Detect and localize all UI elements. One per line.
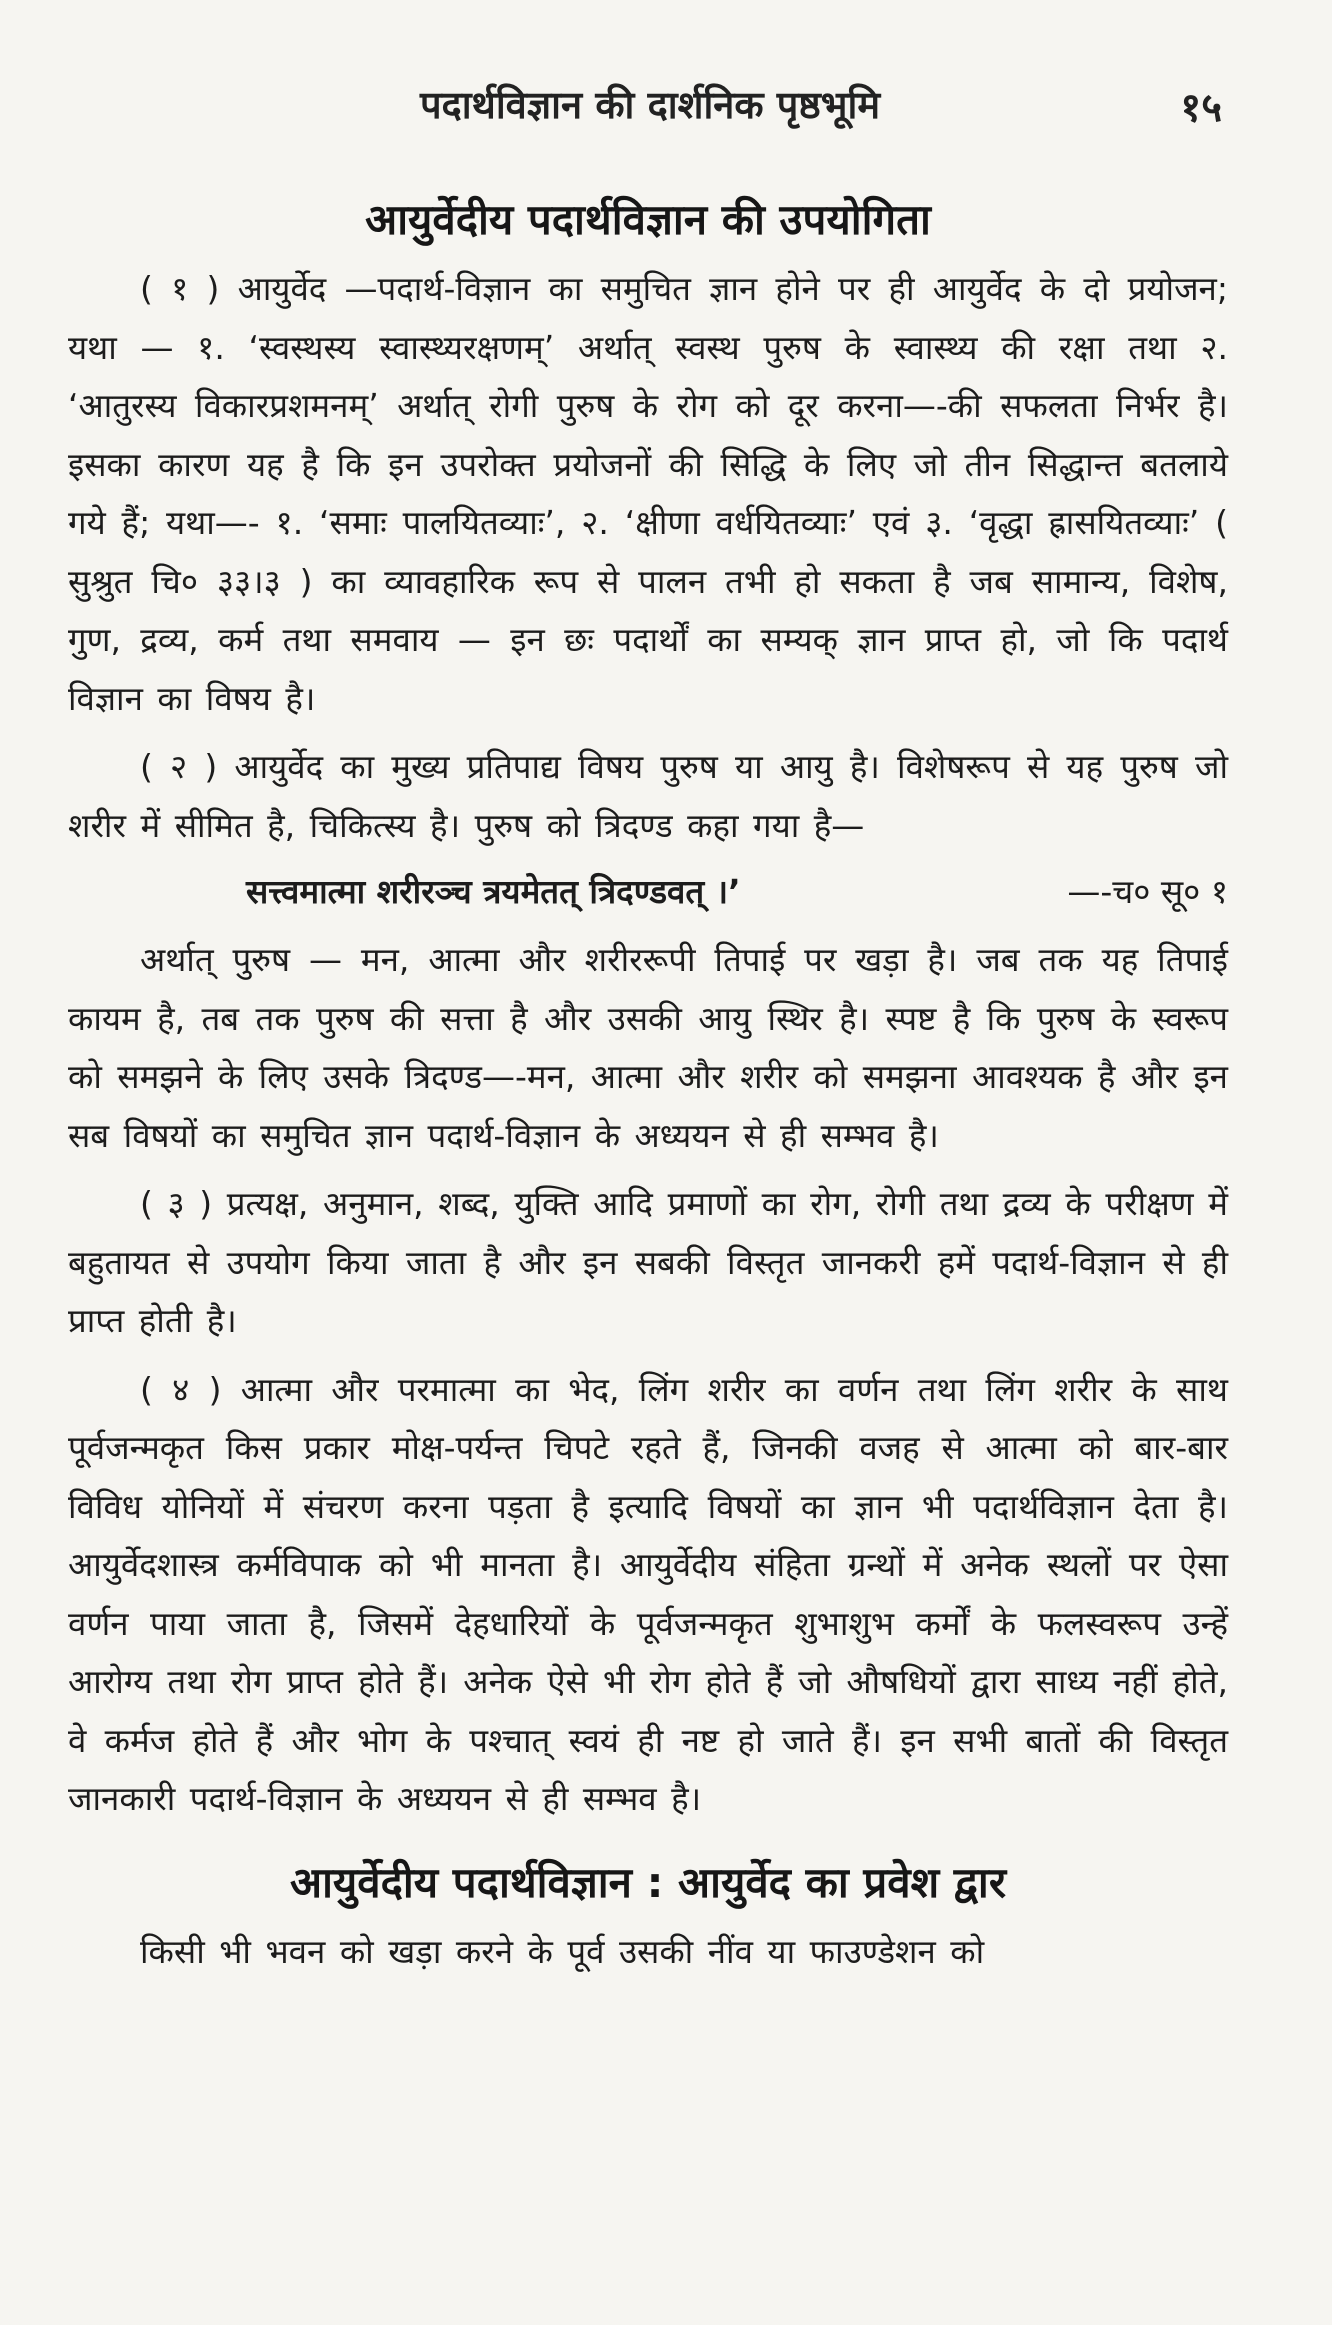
paragraph-6: किसी भी भवन को खड़ा करने के पूर्व उसकी नींव या फाउण्डेशन को	[140, 1931, 985, 1971]
verse-text: सत्त्वमात्मा शरीरञ्च त्रयमेतत् त्रिदण्डवत् ।’	[246, 872, 741, 911]
verse-quote	[68, 863, 1228, 921]
section-heading-2: आयुर्वेदीय पदार्थविज्ञान : आयुर्वेद का प्रवेश द्वार	[289, 1857, 1006, 1907]
section-heading: आयुर्वेदीय पदार्थविज्ञान की उपयोगिता	[365, 195, 931, 244]
page-number: १५	[1180, 85, 1222, 131]
verse-source: —-च० सू० १	[1067, 872, 1228, 911]
paragraph-3: अर्थात् पुरुष — मन, आत्मा और शरीररूपी तिपाई पर खड़ा है। जब तक यह तिपाई कायम है, तब तक पुरुष की सत्ता है और उसकी आयु स्थिर है। स्पष्ट है कि पुरुष के स्वरूप को समझने के लिए उसके त्रिदण्ड—-मन, आत्मा और शरीर को समझना आवश्यक है और इन सब विषयों का समुचित ज्ञान पदार्थ-विज्ञान के अध्ययन से ही सम्भव है।	[68, 940, 1228, 1155]
paragraph-5: ( ४ ) आत्मा और परमात्मा का भेद, लिंग शरीर का वर्णन तथा लिंग शरीर के साथ पूर्वजन्मकृत किस प्रकार मोक्ष-पर्यन्त चिपटे रहते हैं, जिनकी वजह से आत्मा को बार-बार विविध योनियों में संचरण करना पड़ता है इत्यादि विषयों का ज्ञान भी पदार्थविज्ञान देता है। आयुर्वेदशास्त्र कर्मविपाक को भी मानता है। आयुर्वेदीय संहिता ग्रन्थों में अनेक स्थलों पर ऐसा वर्णन पाया जाता है, जिसमें देहधारियों के पूर्वजन्मकृत शुभाशुभ कर्मों के फलस्वरूप उन्हें आरोग्य तथा रोग प्राप्त होते हैं। अनेक ऐसे भी रोग होते हैं जो औषधियों द्वारा साध्य नहीं होते, वे कर्मज होते हैं और भोग के पश्चात् स्वयं ही नष्ट हो जाते हैं। इन सभी बातों की विस्तृत जानकारी पदार्थ-विज्ञान के अध्ययन से ही सम्भव है।	[68, 1369, 1228, 1818]
page-header	[0, 78, 1332, 138]
paragraph-2: ( २ ) आयुर्वेद का मुख्य प्रतिपाद्य विषय पुरुष या आयु है। विशेषरूप से यह पुरुष जो शरीर में सीमित है, चिकित्स्य है। पुरुष को त्रिदण्ड कहा गया है—	[68, 747, 1228, 845]
running-title: पदार्थविज्ञान की दार्शनिक पृष्ठभूमि	[419, 83, 881, 127]
paragraph-1: ( १ ) आयुर्वेद —पदार्थ-विज्ञान का समुचित ज्ञान होने पर ही आयुर्वेद के दो प्रयोजन; यथा — १. ‘स्वस्थस्य स्वास्थ्यरक्षणम्’ अर्थात् स्वस्थ पुरुष के स्वास्थ्य की रक्षा तथा २. ‘आतुरस्य विकारप्रशमनम्’ अर्थात् रोगी पुरुष के रोग को दूर करना—-की सफलता निर्भर है। इसका कारण यह है कि इन उपरोक्त प्रयोजनों की सिद्धि के लिए जो तीन सिद्धान्त बतलाये गये हैं; यथा—- १. ‘समाः पालयितव्याः’, २. ‘क्षीणा वर्धयितव्याः’ एवं ३. ‘वृद्धा ह्रासयितव्याः’ ( सुश्रुत चि० ३३।३ ) का व्यावहारिक रूप से पालन तभी हो सकता है जब सामान्य, विशेष, गुण, द्रव्य, कर्म तथा समवाय — इन छः पदार्थों का सम्यक् ज्ञान प्राप्त हो, जो कि पदार्थ विज्ञान का विषय है।	[68, 269, 1228, 718]
page-body	[68, 190, 1228, 1981]
paragraph-4: ( ३ ) प्रत्यक्ष, अनुमान, शब्द, युक्ति आदि प्रमाणों का रोग, रोगी तथा द्रव्य के परीक्षण में बहुतायत से उपयोग किया जाता है और इन सबकी विस्तृत जानकरी हमें पदार्थ-विज्ञान से ही प्राप्त होती है।	[68, 1184, 1228, 1340]
